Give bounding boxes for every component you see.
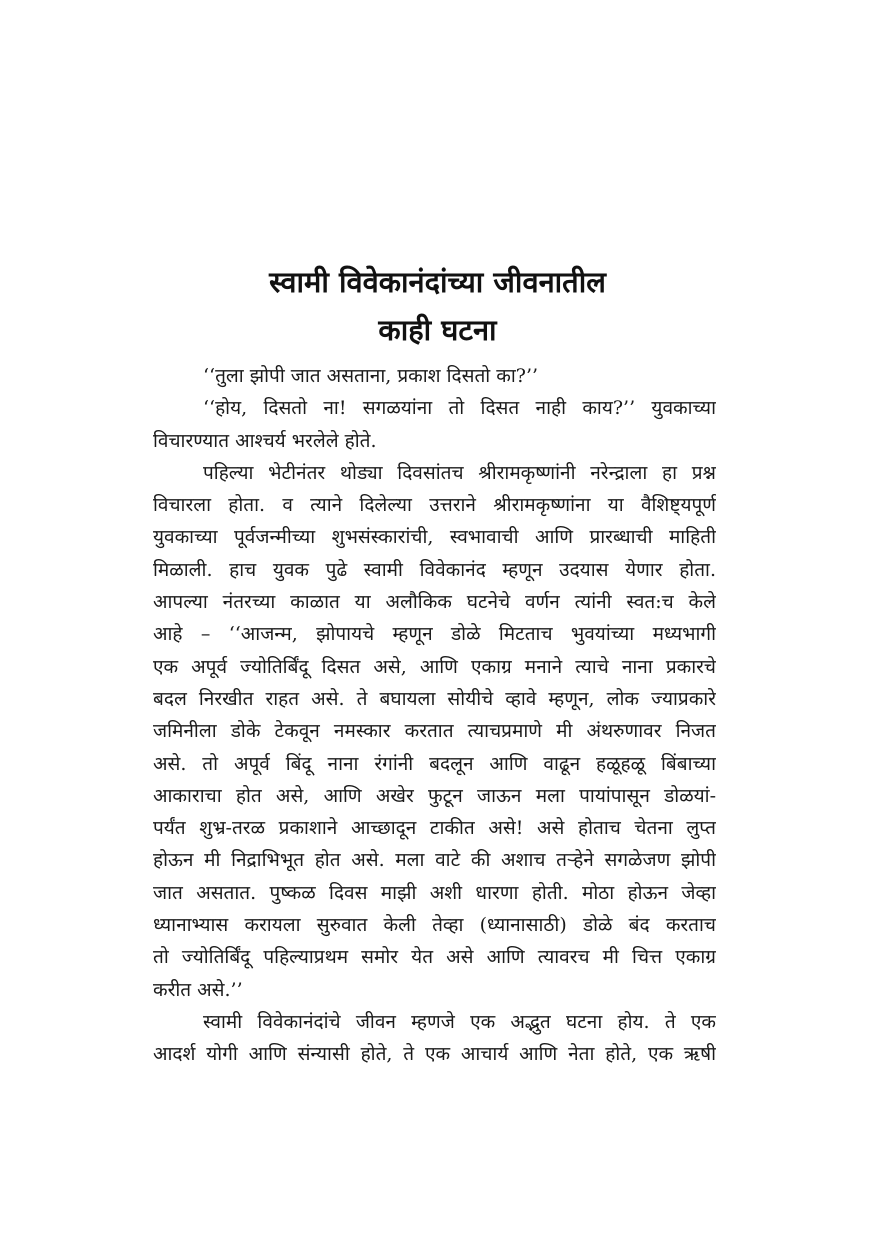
text-line: आहे – ‘‘आजन्म, झोपायचे म्हणून डोळे मिटताच भुवयांच्या मध्यभागी bbox=[153, 623, 716, 646]
text-line: आपल्या नंतरच्या काळात या अलौकिक घटनेचे वर्णन त्यांनी स्वत:च केले bbox=[153, 591, 716, 614]
text-line: युवकाच्या पूर्वजन्मीच्या शुभसंस्कारांची, स्वभावाची आणि प्रारब्धाची माहिती bbox=[153, 526, 716, 549]
text-line: ‘‘तुला झोपी जात असताना, प्रकाश दिसतो का?’’ bbox=[203, 365, 539, 387]
title-line-1: स्वामी विवेकानंदांच्या जीवनातील bbox=[269, 265, 606, 299]
text-line: होऊन मी निद्राभिभूत होत असे. मला वाटे की अशाच तऱ्हेने सगळेजण झोपी bbox=[153, 849, 716, 872]
text-line: पहिल्या भेटीनंतर थोड्या दिवसांतच श्रीरामकृष्णांनी नरेन्द्राला हा प्रश्न bbox=[203, 461, 716, 484]
text-line: जमिनीला डोके टेकवून नमस्कार करतात त्याचप्रमाणे मी अंथरुणावर निजत bbox=[153, 720, 716, 743]
text-line: पर्यंत शुभ्र-तरळ प्रकाशाने आच्छादून टाकीत असे! असे होताच चेतना लुप्त bbox=[153, 817, 716, 840]
text-line: मिळाली. हाच युवक पुढे स्वामी विवेकानंद म्हणून उदयास येणार होता. bbox=[153, 558, 716, 581]
text-line: बदल निरखीत राहत असे. ते बघायला सोयीचे व्हावे म्हणून, लोक ज्याप्रकारे bbox=[153, 687, 716, 710]
text-line: आकाराचा होत असे, आणि अखेर फुटून जाऊन मला पायांपासून डोळयां- bbox=[153, 784, 716, 807]
text-line: ध्यानाभ्यास करायला सुरुवात केली तेव्हा (ध्यानासाठी) डोळे बंद करताच bbox=[153, 914, 716, 937]
page-title bbox=[150, 258, 725, 354]
text-line: तो ज्योतिर्बिंदू पहिल्याप्रथम समोर येत असे आणि त्यावरच मी चित्त एकाग्र bbox=[153, 946, 716, 969]
text-line: करीत असे.’’ bbox=[153, 978, 243, 1001]
text-line: एक अपूर्व ज्योतिर्बिंदू दिसत असे, आणि एकाग्र मनाने त्याचे नाना प्रकारचे bbox=[153, 655, 716, 678]
text-line: असे. तो अपूर्व बिंदू नाना रंगांनी बदलून आणि वाढून हळूहळू बिंबाच्या bbox=[153, 752, 716, 775]
text-line: आदर्श योगी आणि संन्यासी होते, ते एक आचार्य आणि नेता होते, एक ऋषी bbox=[153, 1043, 716, 1066]
body-text bbox=[153, 360, 716, 1071]
text-line: स्वामी विवेकानंदांचे जीवन म्हणजे एक अद्भुत घटना होय. ते एक bbox=[203, 1010, 716, 1033]
text-line: विचारला होता. व त्याने दिलेल्या उत्तराने श्रीरामकृष्णांना या वैशिष्ट्यपूर्ण bbox=[153, 494, 716, 517]
text-line: ‘‘होय, दिसतो ना! सगळयांना तो दिसत नाही काय?’’ युवकाच्या bbox=[203, 397, 716, 420]
text-line: जात असतात. पुष्कळ दिवस माझी अशी धारणा होती. मोठा होऊन जेव्हा bbox=[153, 881, 716, 904]
title-line-2: काही घटना bbox=[378, 313, 497, 347]
text-line: विचारण्यात आश्चर्य भरलेले होते. bbox=[153, 429, 377, 452]
